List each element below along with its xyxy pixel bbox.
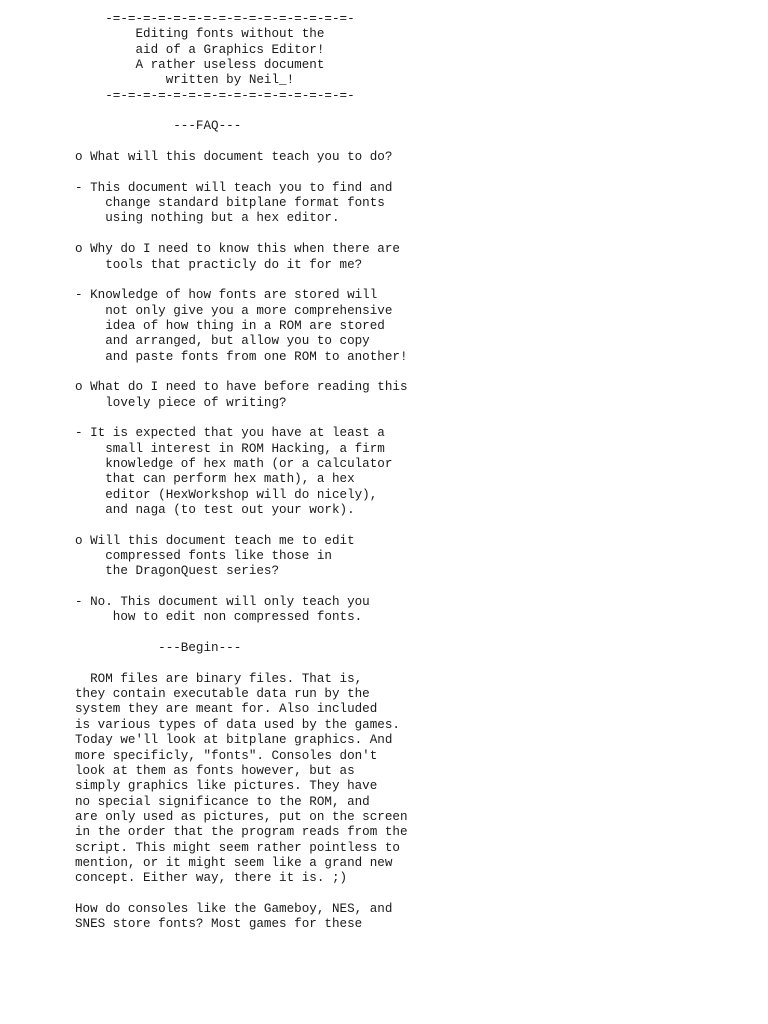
body-paragraph-1-line: Today we'll look at bitplane graphics. And (75, 733, 393, 748)
faq-question-3: o What do I need to have before reading this (75, 380, 408, 395)
faq-answer-1-line: using nothing but a hex editor. (75, 211, 340, 226)
body-paragraph-1-line: system they are meant for. Also included (75, 702, 378, 717)
faq-answer-4-line: how to edit non compressed fonts. (75, 610, 363, 625)
blank-line (75, 227, 408, 242)
title-line-1: Editing fonts without the (75, 27, 325, 42)
faq-question-2: o Why do I need to know this when there are (75, 242, 400, 257)
faq-answer-2-line: and arranged, but allow you to copy (75, 334, 370, 349)
author-line: written by Neil_! (75, 73, 295, 88)
body-paragraph-1-line: concept. Either way, there it is. ;) (75, 871, 348, 886)
blank-line (75, 411, 408, 426)
blank-line (75, 656, 408, 671)
body-paragraph-1-line: they contain executable data run by the (75, 687, 370, 702)
faq-question-4: the DragonQuest series? (75, 564, 280, 579)
body-paragraph-1-line: no special significance to the ROM, and (75, 794, 370, 809)
banner-bottom-rule: -=-=-=-=-=-=-=-=-=-=-=-=-=-=-=-=- (75, 88, 355, 103)
faq-question-3: lovely piece of writing? (75, 395, 287, 410)
faq-question-2: tools that practicly do it for me? (75, 257, 363, 272)
body-paragraph-2-line: SNES store fonts? Most games for these (75, 917, 363, 932)
blank-line (75, 365, 408, 380)
body-paragraph-1-line: look at them as fonts however, but as (75, 763, 355, 778)
title-line-3: A rather useless document (75, 58, 325, 73)
blank-line (75, 104, 408, 119)
faq-answer-3-line: that can perform hex math), a hex (75, 472, 355, 487)
blank-line (75, 580, 408, 595)
body-paragraph-1-line: script. This might seem rather pointless to (75, 840, 400, 855)
faq-answer-3-line: knowledge of hex math (or a calculator (75, 456, 393, 471)
blank-line (75, 518, 408, 533)
body-paragraph-1-line: in the order that the program reads from the (75, 825, 408, 840)
faq-answer-4-line: - No. This document will only teach you (75, 595, 370, 610)
faq-answer-3-line: small interest in ROM Hacking, a firm (75, 441, 385, 456)
faq-answer-1-line: change standard bitplane format fonts (75, 196, 385, 211)
blank-line (75, 626, 408, 641)
faq-answer-3-line: - It is expected that you have at least a (75, 426, 385, 441)
body-paragraph-2-line: How do consoles like the Gameboy, NES, and (75, 901, 393, 916)
faq-answer-2-line: not only give you a more comprehensive (75, 303, 393, 318)
faq-answer-2-line: - Knowledge of how fonts are stored will (75, 288, 378, 303)
blank-line (75, 273, 408, 288)
document-text (75, 12, 408, 933)
blank-line (75, 887, 408, 902)
body-paragraph-1-line: more specificly, "fonts". Consoles don't (75, 748, 378, 763)
faq-answer-2-line: and paste fonts from one ROM to another! (75, 349, 408, 364)
faq-answer-2-line: idea of how thing in a ROM are stored (75, 318, 385, 333)
body-paragraph-1-line: simply graphics like pictures. They have (75, 779, 378, 794)
body-paragraph-1-line: is various types of data used by the games. (75, 717, 400, 732)
body-paragraph-1-line: mention, or it might seem like a grand new (75, 855, 393, 870)
body-paragraph-1-line: are only used as pictures, put on the screen (75, 809, 408, 824)
blank-line (75, 135, 408, 150)
faq-question-1: o What will this document teach you to do? (75, 150, 393, 165)
body-paragraph-1-line: ROM files are binary files. That is, (75, 671, 363, 686)
banner-top-rule: -=-=-=-=-=-=-=-=-=-=-=-=-=-=-=-=- (75, 12, 355, 26)
faq-question-4: compressed fonts like those in (75, 549, 332, 564)
blank-line (75, 165, 408, 180)
faq-answer-3-line: and naga (to test out your work). (75, 503, 355, 517)
faq-answer-1-line: - This document will teach you to find and (75, 180, 393, 195)
faq-answer-3-line: editor (HexWorkshop will do nicely), (75, 487, 378, 502)
faq-heading: ---FAQ--- (75, 119, 242, 134)
faq-question-4: o Will this document teach me to edit (75, 533, 355, 548)
begin-heading: ---Begin--- (75, 641, 242, 656)
title-line-2: aid of a Graphics Editor! (75, 42, 325, 57)
